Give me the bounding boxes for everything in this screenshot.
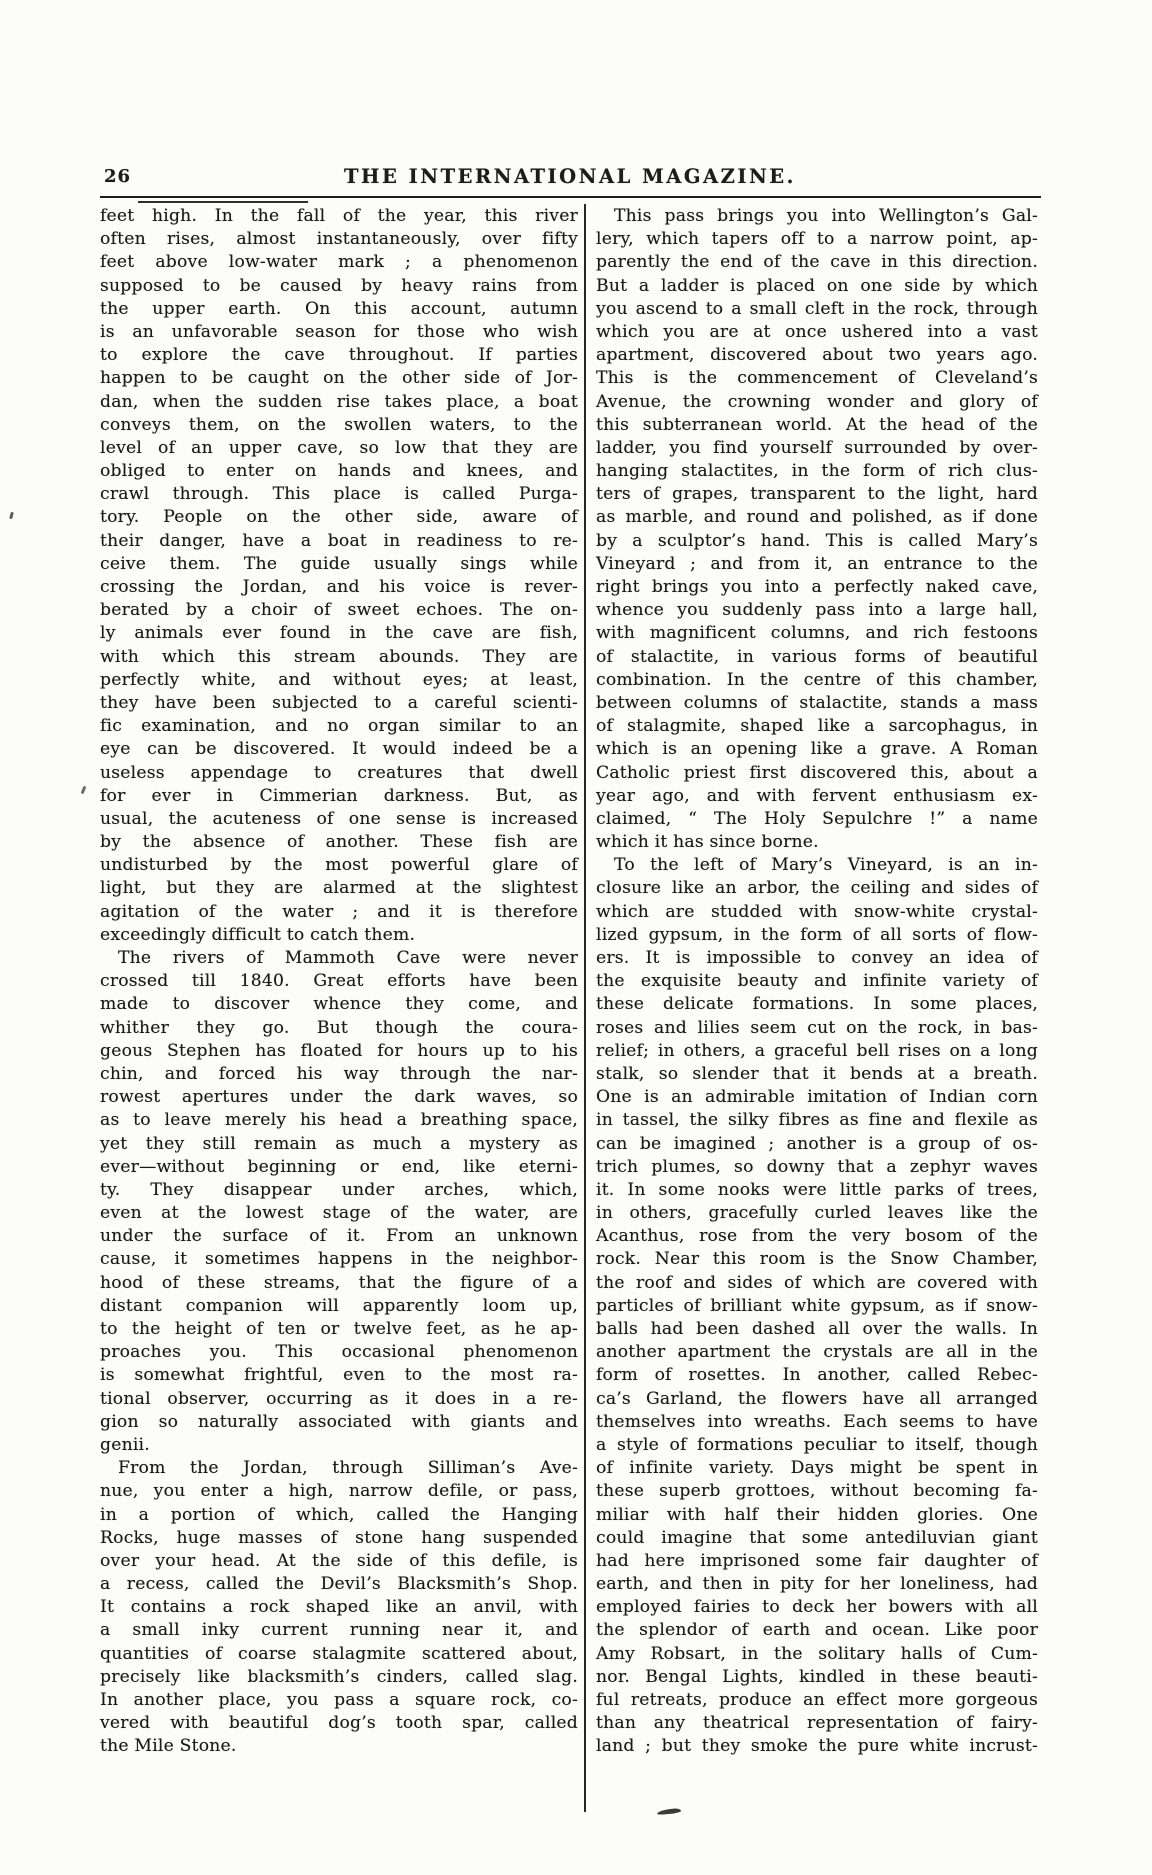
text-line: Amy Robsart, in the solitary halls of Cum- <box>596 1643 1038 1664</box>
text-line: ladder, you find yourself surrounded by over- <box>596 437 1038 458</box>
text-line: the upper earth. On this account, autumn <box>100 298 578 319</box>
text-line: claimed, “ The Holy Sepulchre !” a name <box>596 808 1038 829</box>
text-line: One is an admirable imitation of Indian corn <box>596 1087 1038 1108</box>
text-line: whence you suddenly pass into a large hall, <box>596 600 1038 621</box>
text-line: nor. Bengal Lights, kindled in these beauti- <box>596 1666 1038 1687</box>
text-line: Vineyard ; and from it, an entrance to the <box>596 553 1038 574</box>
text-line: as marble, and round and polished, as if done <box>596 507 1038 528</box>
article-column-right <box>596 205 1038 1759</box>
text-line: balls had been dashed all over the walls. In <box>596 1319 1038 1339</box>
text-line: vered with beautiful dog’s tooth spar, called <box>100 1713 578 1734</box>
text-line: perfectly white, and without eyes; at least, <box>100 669 578 690</box>
text-line: the Mile Stone. <box>100 1736 237 1757</box>
text-line: light, but they are alarmed at the slightest <box>100 878 578 899</box>
text-line: under the surface of it. From an unknown <box>100 1226 578 1247</box>
text-line: trich plumes, so downy that a zephyr waves <box>596 1156 1038 1177</box>
header-rule <box>100 196 1041 198</box>
text-line: tory. People on the other side, aware of <box>100 507 578 528</box>
article-column-left <box>100 205 578 1759</box>
text-line: made to discover whence they come, and <box>100 994 578 1015</box>
text-line: even at the lowest stage of the water, are <box>100 1203 578 1224</box>
text-line: crossed till 1840. Great efforts have been <box>100 971 578 992</box>
text-line: This is the commencement of Cleveland’s <box>596 368 1038 389</box>
text-line: which is an opening like a grave. A Roman <box>596 739 1038 760</box>
text-line: to explore the cave throughout. If parties <box>100 345 578 366</box>
text-line: In another place, you pass a square rock, co- <box>100 1690 578 1710</box>
text-line: tional observer, occurring as it does in a re- <box>100 1388 578 1409</box>
text-line: their danger, have a boat in readiness to re- <box>100 530 578 551</box>
text-line: a small inky current running near it, and <box>100 1620 578 1641</box>
text-line: precisely like blacksmith’s cinders, called slag. <box>100 1666 578 1687</box>
text-line: Avenue, the crowning wonder and glory of <box>596 391 1038 412</box>
text-line: useless appendage to creatures that dwell <box>100 762 578 783</box>
text-line: is somewhat frightful, even to the most ra- <box>100 1365 578 1386</box>
text-line: with which this stream abounds. They are <box>100 646 578 667</box>
text-line: land ; but they smoke the pure white incrust- <box>596 1736 1038 1757</box>
text-line: themselves into wreaths. Each seems to have <box>596 1411 1038 1432</box>
text-line: But a ladder is placed on one side by which <box>596 275 1038 296</box>
text-line: a recess, called the Devil’s Blacksmith’s Shop. <box>100 1574 578 1595</box>
text-line: can be imagined ; another is a group of os- <box>596 1133 1038 1154</box>
text-line: right brings you into a perfectly naked cave, <box>596 577 1038 597</box>
text-line: gion so naturally associated with giants and <box>100 1411 578 1432</box>
page-number: 26 <box>104 166 132 187</box>
text-line: than any theatrical representation of fairy- <box>596 1713 1038 1734</box>
text-line: the splendor of earth and ocean. Like poor <box>596 1620 1038 1641</box>
header-title: THE INTERNATIONAL MAGAZINE. <box>344 165 796 188</box>
text-line: yet they still remain as much a mystery as <box>100 1133 578 1154</box>
text-line: ters of grapes, transparent to the light, hard <box>596 484 1038 505</box>
text-line: often rises, almost instantaneously, over fifty <box>100 229 578 250</box>
text-line: to the height of ten or twelve feet, as he ap- <box>100 1319 578 1339</box>
text-line: distant companion will apparently loom up, <box>100 1295 578 1316</box>
text-line: in tassel, the silky fibres as fine and flexile as <box>596 1110 1038 1131</box>
text-line: they have been subjected to a careful scienti- <box>100 692 578 713</box>
text-line: cause, it sometimes happens in the neighbor- <box>100 1249 578 1270</box>
text-line: by a sculptor’s hand. This is called Mary’s <box>596 530 1038 551</box>
text-line: another apartment the crystals are all in the <box>596 1342 1038 1363</box>
text-line: combination. In the centre of this chamber, <box>596 669 1038 690</box>
text-line: between columns of stalactite, stands a mass <box>596 692 1038 713</box>
text-line: level of an upper cave, so low that they are <box>100 437 578 458</box>
text-line: geous Stephen has floated for hours up to his <box>100 1040 578 1061</box>
text-line: feet high. In the fall of the year, this river <box>100 206 578 226</box>
text-line: conveys them, on the swollen waters, to the <box>100 414 578 435</box>
text-line: you ascend to a small cleft in the rock, through <box>596 298 1038 319</box>
text-line: relief; in others, a graceful bell rises on a long <box>596 1040 1038 1061</box>
text-line: it. In some nooks were little parks of trees, <box>596 1179 1038 1200</box>
text-line: employed fairies to deck her bowers with all <box>596 1597 1038 1618</box>
text-line: hood of these streams, that the figure of a <box>100 1272 578 1293</box>
text-line: happen to be caught on the other side of Jor- <box>100 368 578 389</box>
text-line: It contains a rock shaped like an anvil, with <box>100 1597 578 1618</box>
scan-speck <box>9 512 14 520</box>
text-line: Acanthus, rose from the very bosom of the <box>596 1226 1038 1247</box>
text-line: berated by a choir of sweet echoes. The on- <box>100 600 578 621</box>
text-line: closure like an arbor, the ceiling and sides of <box>596 878 1038 899</box>
text-line: by the absence of another. These fish are <box>100 832 578 853</box>
text-line: with magnificent columns, and rich festoons <box>596 623 1038 644</box>
text-line: undisturbed by the most powerful glare of <box>100 855 578 876</box>
text-line: proaches you. This occasional phenomenon <box>100 1342 578 1363</box>
text-line: of infinite variety. Days might be spent in <box>596 1458 1038 1479</box>
text-line: whither they go. But though the coura- <box>100 1017 578 1038</box>
text-line: form of rosettes. In another, called Rebec- <box>596 1365 1038 1386</box>
text-line: over your head. At the side of this defile, is <box>100 1550 578 1571</box>
text-line: this subterranean world. At the head of the <box>596 414 1038 435</box>
text-line: ceive them. The guide usually sings while <box>100 553 578 574</box>
text-line: genii. <box>100 1434 150 1455</box>
text-line: as to leave merely his head a breathing space, <box>100 1110 578 1131</box>
text-line: stalk, so slender that it bends at a breath. <box>596 1063 1038 1084</box>
text-line: crawl through. This place is called Purga- <box>100 484 578 505</box>
text-line: ly animals ever found in the cave are fish, <box>100 623 578 644</box>
scan-speck <box>81 786 87 795</box>
text-line: chin, and forced his way through the nar- <box>100 1063 578 1084</box>
text-line: lized gypsum, in the form of all sorts of flow- <box>596 924 1038 945</box>
text-line: the exquisite beauty and infinite variety of <box>596 971 1038 992</box>
text-line: quantities of coarse stalagmite scattered about, <box>100 1643 578 1664</box>
text-line: parently the end of the cave in this direction. <box>596 252 1038 273</box>
text-line: rock. Near this room is the Snow Chamber, <box>596 1249 1038 1270</box>
text-line: of stalagmite, shaped like a sarcophagus, in <box>596 716 1038 737</box>
text-line: these delicate formations. In some places, <box>596 994 1038 1015</box>
text-line: ers. It is impossible to convey an idea of <box>596 948 1038 968</box>
text-line: ca’s Garland, the flowers have all arranged <box>596 1388 1038 1409</box>
text-line: ful retreats, produce an effect more gorgeous <box>596 1690 1038 1710</box>
text-line: ever—without beginning or end, like eterni- <box>100 1156 578 1177</box>
text-line: The rivers of Mammoth Cave were never <box>118 948 578 968</box>
text-line: miliar with half their hidden glories. One <box>596 1504 1038 1525</box>
text-line: the roof and sides of which are covered with <box>596 1272 1038 1293</box>
column-divider <box>584 204 586 1812</box>
text-line: year ago, and with fervent enthusiasm ex- <box>596 785 1038 806</box>
text-line: eye can be discovered. It would indeed be a <box>100 739 578 760</box>
text-line: ty. They disappear under arches, which, <box>100 1179 578 1200</box>
text-line: obliged to enter on hands and knees, and <box>100 461 578 482</box>
text-line: earth, and then in pity for her loneliness, had <box>596 1574 1038 1595</box>
text-line: Catholic priest first discovered this, about a <box>596 762 1038 783</box>
text-line: these superb grottoes, without becoming fa- <box>596 1481 1038 1502</box>
text-line: could imagine that some antediluvian giant <box>596 1527 1038 1548</box>
text-line: exceedingly difficult to catch them. <box>100 924 416 945</box>
text-line: nue, you enter a high, narrow defile, or pass, <box>100 1481 578 1502</box>
text-line: dan, when the sudden rise takes place, a boat <box>100 391 578 412</box>
text-line: To the left of Mary’s Vineyard, is an in- <box>614 855 1038 876</box>
text-line: feet above low-water mark ; a phenomenon <box>100 252 578 273</box>
ink-smudge <box>657 1808 681 1815</box>
text-line: rowest apertures under the dark waves, so <box>100 1087 578 1108</box>
text-line: agitation of the water ; and it is therefore <box>100 901 578 922</box>
text-line: This pass brings you into Wellington’s Gal- <box>614 206 1038 226</box>
text-line: in others, gracefully curled leaves like the <box>596 1203 1038 1224</box>
text-line: Rocks, huge masses of stone hang suspended <box>100 1527 578 1548</box>
text-line: supposed to be caused by heavy rains from <box>100 275 578 296</box>
text-line: which are studded with snow-white crystal- <box>596 901 1038 922</box>
text-line: had here imprisoned some fair daughter of <box>596 1550 1038 1571</box>
text-line: usual, the acuteness of one sense is increased <box>100 808 578 829</box>
text-line: in a portion of which, called the Hanging <box>100 1504 578 1525</box>
text-line: which you are at once ushered into a vast <box>596 321 1038 342</box>
text-line: apartment, discovered about two years ago. <box>596 345 1038 366</box>
text-line: From the Jordan, through Silliman’s Ave- <box>118 1458 578 1479</box>
text-line: hanging stalactites, in the form of rich clus- <box>596 461 1038 482</box>
text-line: for ever in Cimmerian darkness. But, as <box>100 785 578 806</box>
text-line: which it has since borne. <box>596 832 819 853</box>
text-line: fic examination, and no organ similar to an <box>100 716 578 737</box>
text-line: of stalactite, in various forms of beautiful <box>596 646 1038 667</box>
text-line: is an unfavorable season for those who wish <box>100 321 578 342</box>
text-line: crossing the Jordan, and his voice is rever- <box>100 577 578 597</box>
text-line: particles of brilliant white gypsum, as if snow- <box>596 1295 1038 1316</box>
text-line: roses and lilies seem cut on the rock, in bas- <box>596 1017 1038 1038</box>
text-line: a style of formations peculiar to itself, though <box>596 1434 1038 1455</box>
text-line: lery, which tapers off to a narrow point, ap- <box>596 229 1038 250</box>
